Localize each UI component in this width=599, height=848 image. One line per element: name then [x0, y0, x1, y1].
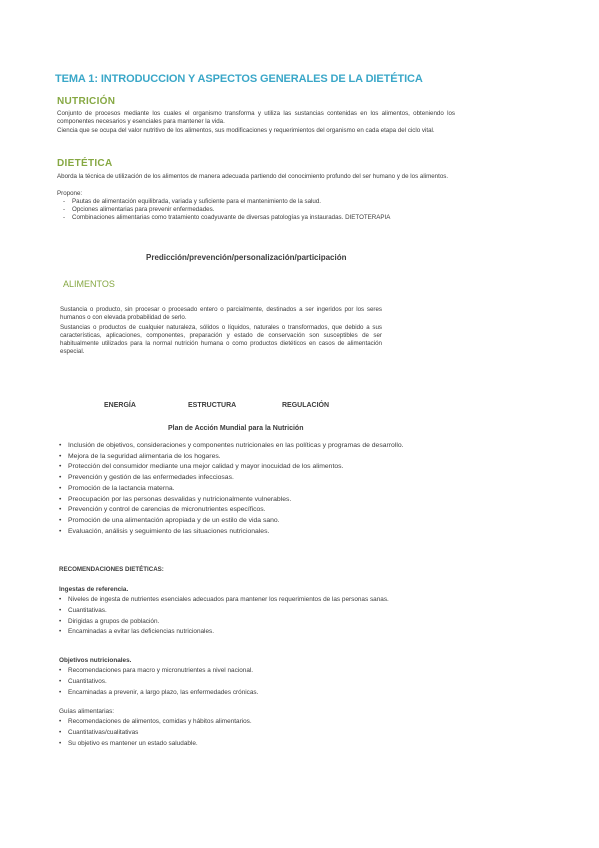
nutricion-paragraph-2: Ciencia que se ocupa del valor nutritivo de los alimentos, sus modificaciones y requerimientos del organismo en cada etapa del ciclo vital. — [57, 127, 435, 134]
ingestas-list — [56, 595, 401, 638]
list-item: • Prevención y gestión de las enfermedades infecciosas. — [56, 473, 416, 484]
document-title: TEMA 1: INTRODUCCION Y ASPECTOS GENERALES DE LA DIETÉTICA — [55, 73, 423, 85]
nutricion-heading: NUTRICIÓN — [57, 96, 116, 107]
list-item: • Recomendaciones de alimentos, comidas y hábitos alimentarios. — [56, 717, 401, 728]
list-item: - Opciones alimentarias para prevenir enfermedades. — [60, 206, 460, 214]
alimentos-heading: ALIMENTOS — [63, 279, 115, 289]
list-item: • Protección del consumidor mediante una mejor calidad y mayor inocuidad de los alimentos. — [56, 462, 416, 473]
dietetica-list — [60, 198, 460, 222]
prediccion-line: Predicción/prevención/personalización/participación — [146, 253, 347, 262]
plan-heading: Plan de Acción Mundial para la Nutrición — [168, 425, 304, 432]
list-item: • Encaminadas a prevenir, a largo plazo, las enfermedades crónicas. — [56, 688, 401, 699]
plan-list — [56, 441, 416, 537]
propone-label: Propone: — [57, 190, 83, 197]
list-item: • Mejora de la seguridad alimentaria de los hogares. — [56, 452, 416, 463]
alimentos-paragraph-2: Sustancias o productos de cualquier naturaleza, sólidos o líquidos, naturales o transformados, que debido a sus características, aplicaciones, componentes, preparación y estado de conservación son susceptibles de ser habitualmente utilizados para la normal nutrición humana o como productos dietéticos en casos de alimentación especial. — [60, 324, 382, 355]
dietetica-heading: DIETÉTICA — [57, 158, 113, 169]
objetivos-list — [56, 666, 401, 698]
dietetica-paragraph: Aborda la técnica de utilización de los alimentos de manera adecuada partiendo del conocimiento profundo del ser humano y de los alimentos. — [57, 173, 449, 180]
list-item: • Evaluación, análisis y seguimiento de las situaciones nutricionales. — [56, 527, 416, 538]
list-item: • Cuantitativas/cualitativas — [56, 728, 401, 739]
list-item: • Cuantitativas. — [56, 606, 401, 617]
guias-heading: Guías alimentarias: — [59, 708, 115, 715]
function-energia: ENERGÍA — [104, 402, 136, 409]
list-item: - Pautas de alimentación equilibrada, variada y suficiente para el mantenimiento de la salud. — [60, 198, 460, 206]
list-item: - Combinaciones alimentarias como tratamiento coadyuvante de diversas patologías ya instauradas. DIETOTERAPIA — [60, 214, 460, 222]
guias-list — [56, 717, 401, 749]
list-item: • Dirigidas a grupos de población. — [56, 617, 401, 628]
function-regulacion: REGULACIÓN — [282, 402, 330, 409]
list-item: • Su objetivo es mantener un estado saludable. — [56, 739, 401, 750]
list-item: • Niveles de ingesta de nutrientes esenciales adecuados para mantener los requerimientos de las personas sanas. — [56, 595, 401, 606]
list-item: • Recomendaciones para macro y micronutrientes a nivel nacional. — [56, 666, 401, 677]
list-item: • Preocupación por las personas desvalidas y nutricionalmente vulnerables. — [56, 495, 416, 506]
ingestas-heading: Ingestas de referencia. — [59, 586, 129, 593]
list-item: • Inclusión de objetivos, consideraciones y componentes nutricionales en las políticas y programas de desarrollo. — [56, 441, 416, 452]
objetivos-heading: Objetivos nutricionales. — [59, 657, 132, 664]
nutricion-paragraph-1: Conjunto de procesos mediante los cuales el organismo transforma y utiliza las sustancias contenidas en los alimentos, obteniendo los componentes necesarios y esenciales para mantener la vida. — [57, 110, 455, 125]
list-item: • Promoción de la lactancia materna. — [56, 484, 416, 495]
list-item: • Encaminadas a evitar las deficiencias nutricionales. — [56, 627, 401, 638]
list-item: • Prevención y control de carencias de micronutrientes específicos. — [56, 505, 416, 516]
function-estructura: ESTRUCTURA — [188, 402, 237, 409]
alimentos-paragraph-1: Sustancia o producto, sin procesar o procesado entero o parcialmente, destinados a ser ingeridos por los seres humanos o con elevada probabilidad de serlo. — [60, 306, 382, 321]
recomendaciones-heading: RECOMENDACIONES DIETÉTICAS: — [59, 566, 164, 573]
list-item: • Cuantitativos. — [56, 677, 401, 688]
list-item: • Promoción de una alimentación apropiada y de un estilo de vida sano. — [56, 516, 416, 527]
